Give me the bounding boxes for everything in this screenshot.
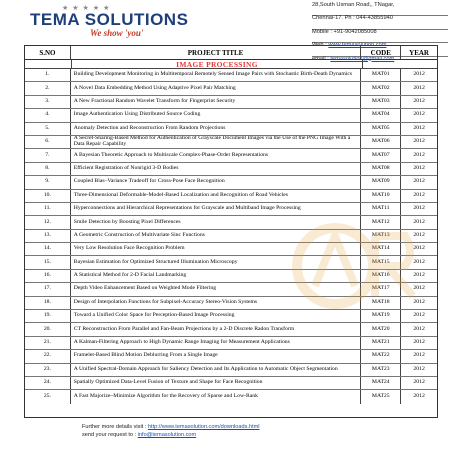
row-year: 2012: [413, 124, 425, 131]
row-title: Spatially Optimized Data-Level Fusion of Texture and Shape for Face Recognition: [71, 377, 362, 389]
row-sno: 10.: [25, 190, 71, 202]
details-label: Further more details visit :: [82, 424, 148, 430]
address-line-3: Mobile : +91-9042085008: [312, 30, 448, 43]
row-sno: 13.: [25, 230, 71, 242]
row-sno: 6.: [25, 136, 71, 148]
row-sno: 22.: [25, 350, 71, 362]
row-title: A Fast Majorize–Minimize Algorithm for the Recovery of Sparse and Low-Rank: [71, 390, 362, 403]
row-code: MAT06: [361, 136, 401, 148]
table-row: [25, 256, 437, 269]
row-code: MAT13: [361, 230, 401, 242]
table-row: [25, 109, 437, 122]
request-label: send your request to :: [82, 432, 138, 438]
table-row: [25, 377, 437, 390]
header-year: YEAR: [409, 48, 429, 57]
row-sno: 16.: [25, 270, 71, 282]
row-code: MAT18: [361, 297, 401, 309]
row-title: Bayesian Estimation for Optimized Structured Illumination Microscopy: [71, 256, 362, 268]
section-title: IMAGE PROCESSING: [71, 60, 363, 68]
row-year: 2012: [413, 164, 425, 171]
row-code: MAT05: [361, 123, 401, 135]
row-code: MAT10: [361, 190, 401, 202]
row-year: 2012: [413, 178, 425, 185]
address-line-2: Chennai-17. Ph : 044-43855940: [312, 16, 448, 29]
row-title: Three-Dimensional Deformable-Model-Based Localization and Recognition of Road Vehicles: [71, 190, 362, 202]
row-code: MAT20: [361, 323, 401, 335]
row-title: A Geometric Construction of Multivariate Sinc Functions: [71, 230, 362, 242]
row-code: MAT15: [361, 256, 401, 268]
row-sno: 23.: [25, 364, 71, 376]
table-row: [25, 82, 437, 95]
row-sno: 11.: [25, 203, 71, 215]
row-sno: 19.: [25, 310, 71, 322]
row-code: MAT08: [361, 163, 401, 175]
row-sno: 2.: [25, 82, 71, 94]
row-code: MAT24: [361, 377, 401, 389]
row-title: Very Low Resolution Face Recognition Problem: [71, 243, 362, 255]
row-title: Coupled Bias–Variance Tradeoff for Cross-Pose Face Recognition: [71, 176, 362, 188]
row-code: MAT21: [361, 337, 401, 349]
row-year: 2012: [413, 285, 425, 292]
project-table: [24, 45, 438, 418]
row-sno: 14.: [25, 243, 71, 255]
header-code: CODE: [361, 46, 401, 59]
header-sno: S.NO: [25, 46, 71, 59]
web-label: Web :: [312, 42, 329, 49]
logo-stars: ★★★★★: [62, 4, 114, 12]
row-year: 2012: [413, 205, 425, 212]
table-row: [25, 337, 437, 350]
row-year: 2012: [413, 138, 425, 145]
row-title: A Novel Data Embedding Method Using Adaptive Pixel Pair Matching: [71, 82, 362, 94]
row-title: Anomaly Detection and Reconstruction From Random Projections: [71, 123, 362, 135]
table-row: [25, 270, 437, 283]
header-title: PROJECT TITLE: [71, 46, 362, 59]
row-title: A Kalman-Filtering Approach to High Dynamic Range Imaging for Measurement Applications: [71, 337, 362, 349]
table-row: [25, 350, 437, 363]
table-row: [25, 297, 437, 310]
section-row: [25, 60, 437, 69]
email-link[interactable]: temasolution@gmail.com: [330, 55, 395, 62]
table-row: [25, 123, 437, 136]
table-row: [25, 390, 437, 403]
row-title: Building Development Monitoring in Multitemporal Remotely Sensed Image Pairs with Stochastic Birth-Death Dynamics: [71, 69, 362, 81]
row-sno: 5.: [25, 123, 71, 135]
row-code: MAT16: [361, 270, 401, 282]
row-title: A Statistical Method for 2-D Facial Landmarking: [71, 270, 362, 282]
table-row: [25, 203, 437, 216]
row-sno: 25.: [25, 390, 71, 403]
row-code: MAT09: [361, 176, 401, 188]
brand-name: TEMA SOLUTIONS: [30, 10, 189, 29]
table-row: [25, 69, 437, 82]
row-sno: 15.: [25, 256, 71, 268]
row-code: MAT12: [361, 216, 401, 228]
row-title: Hyperconnections and Hierarchical Representations for Grayscale and Multiband Image Processing: [71, 203, 362, 215]
row-title: A Unified Spectral-Domain Approach for Saliency Detection and Its Application to Automatic Object Segmentation: [71, 364, 362, 376]
row-code: MAT02: [361, 82, 401, 94]
table-row: [25, 136, 437, 149]
row-title: Depth Video Enhancement Based on Weighted Mode Filtering: [71, 283, 362, 295]
row-code: MAT22: [361, 350, 401, 362]
row-year: 2012: [413, 272, 425, 279]
table-row: [25, 230, 437, 243]
details-link[interactable]: http://www.temasolution.com/downloads.html: [147, 424, 260, 430]
row-code: MAT04: [361, 109, 401, 121]
row-sno: 1.: [25, 69, 71, 81]
row-sno: 21.: [25, 337, 71, 349]
row-year: 2012: [413, 258, 425, 265]
row-year: 2012: [413, 71, 425, 78]
row-year: 2012: [413, 231, 425, 238]
row-sno: 3.: [25, 96, 71, 108]
row-year: 2012: [413, 245, 425, 252]
request-row: [82, 431, 196, 439]
row-title: A New Fractional Random Wavelet Transform for Fingerprint Security: [71, 96, 362, 108]
table-row: [25, 176, 437, 189]
row-sno: 17.: [25, 283, 71, 295]
row-title: Toward a Unified Color Space for Perception-Based Image Processing: [71, 310, 362, 322]
row-sno: 24.: [25, 377, 71, 389]
brand-tagline: We show 'you': [90, 28, 144, 38]
row-title: A Bayesian Theoretic Approach to Multiscale Complex-Phase-Order Representations: [71, 149, 362, 161]
table-row: [25, 216, 437, 229]
row-code: MAT01: [361, 69, 401, 81]
row-year: 2012: [413, 298, 425, 305]
row-code: MAT07: [361, 149, 401, 161]
row-title: Image Authentication Using Distributed Source Coding: [71, 109, 362, 121]
table-row: [25, 323, 437, 336]
row-year: 2012: [413, 312, 425, 319]
row-year: 2012: [413, 98, 425, 105]
page-footer: [0, 421, 452, 451]
row-sno: 4.: [25, 109, 71, 121]
table-body: [25, 69, 437, 404]
details-row: [82, 423, 260, 431]
row-year: 2012: [413, 218, 425, 225]
table-row: [25, 310, 437, 323]
web-link[interactable]: www.temasolution.com: [328, 42, 387, 49]
row-sno: 20.: [25, 323, 71, 335]
row-sno: 12.: [25, 216, 71, 228]
row-title: Smile Detection by Boosting Pixel Differences: [71, 216, 362, 228]
row-title: Framelet-Based Blind Motion Deblurring From a Single Image: [71, 350, 362, 362]
table-row: [25, 364, 437, 377]
row-title: Efficient Registration of Nonrigid 3-D Bodies: [71, 163, 362, 175]
address-line-1: 28,South Usman Road,, TNagar,: [312, 3, 448, 16]
table-row: [25, 283, 437, 296]
row-title: CT Reconstruction From Parallel and Fan-Beam Projections by a 2-D Discrete Radon Transform: [71, 323, 362, 335]
company-logo: [30, 4, 230, 40]
table-row: [25, 149, 437, 162]
row-code: MAT17: [361, 283, 401, 295]
email-label: email :: [312, 55, 331, 62]
table-header: [25, 46, 437, 60]
row-year: 2012: [413, 339, 425, 346]
row-code: MAT03: [361, 96, 401, 108]
row-year: 2012: [413, 379, 425, 386]
row-year: 2012: [413, 191, 425, 198]
request-link[interactable]: info@temasolution.com: [137, 432, 197, 438]
row-code: MAT25: [361, 390, 401, 403]
row-year: 2012: [413, 84, 425, 91]
row-code: MAT19: [361, 310, 401, 322]
row-year: 2012: [413, 352, 425, 359]
row-sno: 7.: [25, 149, 71, 161]
row-code: MAT14: [361, 243, 401, 255]
row-year: 2012: [413, 365, 425, 372]
row-sno: 8.: [25, 163, 71, 175]
row-title: Design of Interpolation Functions for Subpixel-Accuracy Stereo-Vision Systems: [71, 297, 362, 309]
row-sno: 18.: [25, 297, 71, 309]
row-sno: 9.: [25, 176, 71, 188]
row-year: 2012: [413, 151, 425, 158]
table-row: [25, 163, 437, 176]
row-year: 2012: [413, 111, 425, 118]
row-title: A Secret-Sharing-Based Method for Authentication of Grayscale Document Images via the Use of the PNG Image With a Data Repair Capability: [71, 136, 362, 148]
row-code: MAT23: [361, 364, 401, 376]
row-year: 2012: [413, 325, 425, 332]
table-row: [25, 96, 437, 109]
table-row: [25, 243, 437, 256]
row-code: MAT11: [361, 203, 401, 215]
table-row: [25, 190, 437, 203]
row-year: 2012: [413, 393, 425, 400]
